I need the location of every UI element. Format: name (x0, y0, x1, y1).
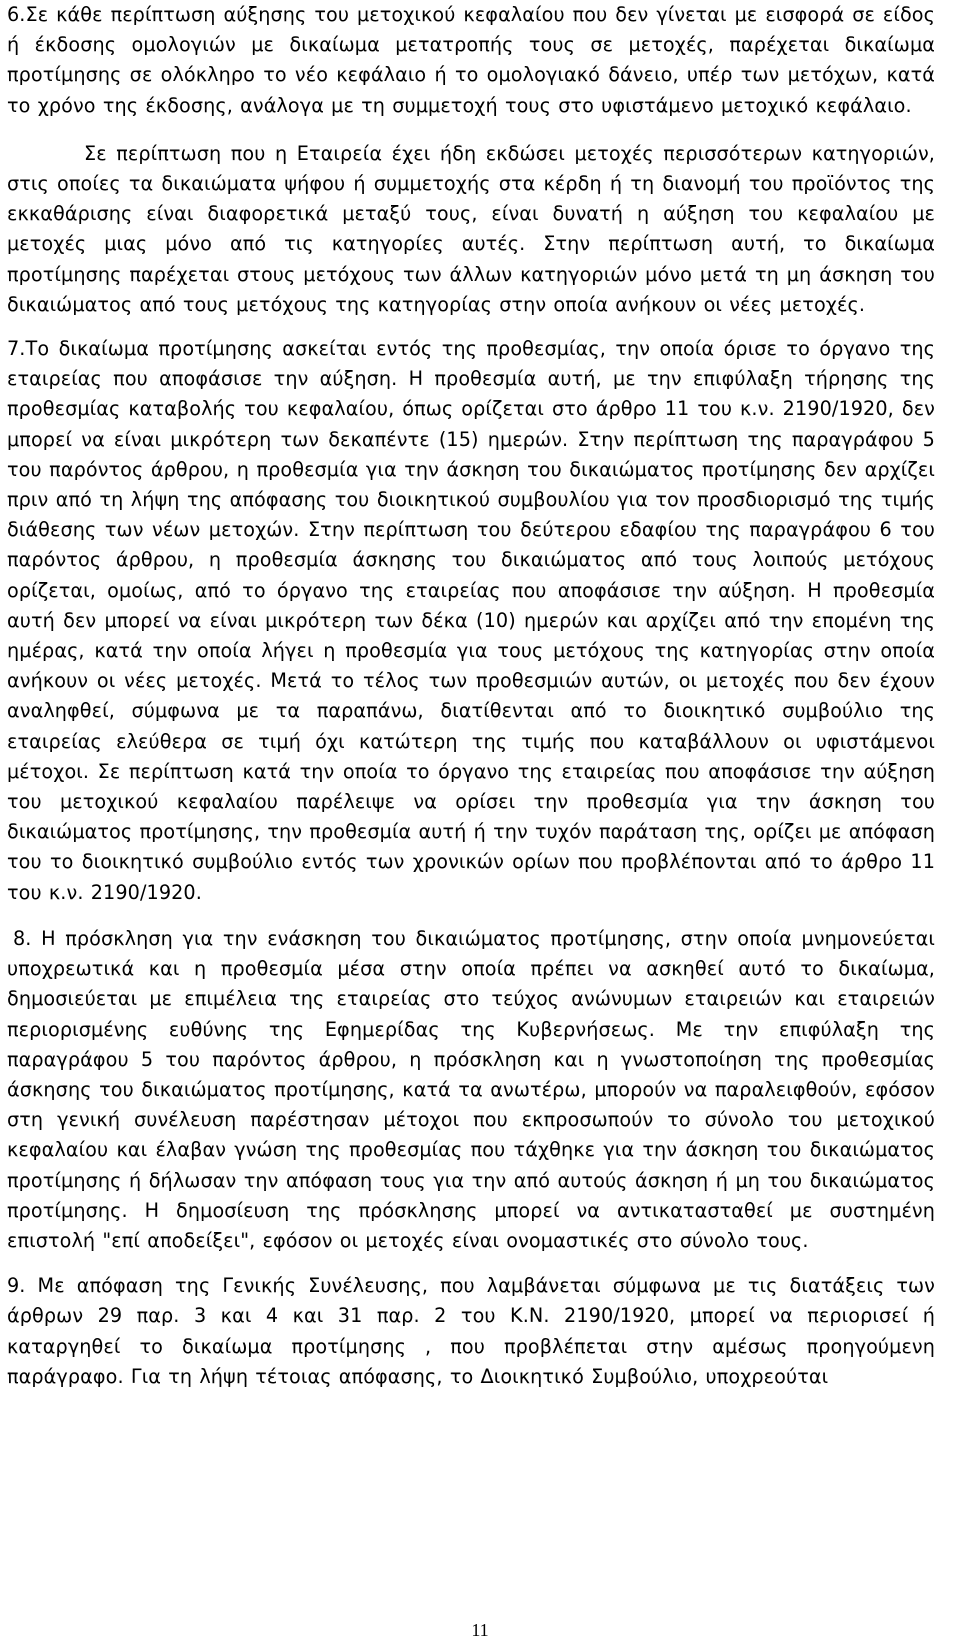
paragraph-9: 9. Με απόφαση της Γενικής Συνέλευσης, που λαμβάνεται σύμφωνα με τις διατάξεις των άρθρων 29 παρ. 3 και 4 και 31 παρ. 2 του Κ.Ν. 2190/1920, μπορεί να περιορισεί ή καταργηθεί το δικαίωμα προτίμησης , που προβλέπεται στην αμέσως προηγούμενη παράγραφο. Για τη λήψη τέτοιας απόφασης, το Διοικητικό Συμβούλιο, υποχρεούται (7, 1274, 935, 1388)
paragraph-6-second: Σε περίπτωση που η Εταιρεία έχει ήδη εκδώσει μετοχές περισσότερων κατηγοριών, στις οποίες τα δικαιώματα ψήφου ή συμμετοχής στα κέρδη ή τη διανομή του προϊόντος της εκκαθάρισης είναι διαφορετικά μεταξύ τους, είναι δυνατή η αύξηση του κεφαλαίου με μετοχές μιας μόνο από τις κατηγορίες αυτές. Στην περίπτωση αυτή, το δικαίωμα προτίμησης παρέχεται στους μετόχους των άλλων κατηγοριών μόνο μετά τη μη άσκηση του δικαιώματος από τους μετόχους της κατηγορίας στην οποία ανήκουν οι νέες μετοχές. (7, 141, 935, 316)
paragraph-6: 6.Σε κάθε περίπτωση αύξησης του μετοχικού κεφαλαίου που δεν γίνεται με εισφορά σε είδος ή έκδοσης ομολογιών με δικαίωμα μετατροπής τους σε μετοχές, παρέχεται δικαίωμα προτίμησης σε ολόκληρο το νέο κεφάλαιο ή το ομολογιακό δάνειο, υπέρ των μετόχων, κατά το χρόνο της έκδοσης, ανάλογα με τη συμμετοχή τους στο υφιστάμενο μετοχικό κεφάλαιο. (7, 3, 935, 117)
paragraph-8: 8. Η πρόσκληση για την ενάσκηση του δικαιώματος προτίμησης, στην οποία μνημονεύεται υποχρεωτικά και η προθεσμία μέσα στην οποία πρέπει να ασκηθεί αυτό το δικαίωμα, δημοσιεύεται με επιμέλεια της εταιρείας στο τεύχος ανώνυμων εταιρειών και εταιρειών περιορισμένης ευθύνης της Εφημερίδας της Κυβερνήσεως. Με την επιφύλαξη της παραγράφου 5 του παρόντος άρθρου, η πρόσκληση και η γνωστοποίηση της προθεσμίας άσκησης του δικαιώματος προτίμησης, κατά τα ανωτέρω, μπορούν να παραλειφθούν, εφόσον στη γενική συνέλευση παρέστησαν μέτοχοι που εκπροσωπούν το σύνολο του μετοχικού κεφαλαίου και έλαβαν γνώση της προθεσμίας που τάχθηκε για την άσκηση του δικαιώματος προτίμησης ή δήλωσαν την απόφαση τους για την από αυτούς άσκηση ή μη του δικαιώματος προτίμησης. Η δημοσίευση της πρόσκλησης μπορεί να αντικατασταθεί με συστημένη επιστολή "επί αποδείξει", εφόσον οι μετοχές είναι ονομαστικές στο σύνολο τους. (7, 926, 935, 1252)
document-page (7, 0, 935, 1392)
page-number: 11 (471, 1620, 489, 1640)
paragraph-7: 7.Το δικαίωμα προτίμησης ασκείται εντός της προθεσμίας, την οποία όρισε το όργανο της εταιρείας που αποφάσισε την αύξηση. Η προθεσμία αυτή, με την επιφύλαξη τήρησης της προθεσμίας καταβολής του κεφαλαίου, όπως ορίζεται στο άρθρο 11 του κ.ν. 2190/1920, δεν μπορεί να είναι μικρότερη των δεκαπέντε (15) ημερών. Στην περίπτωση της παραγράφου 5 του παρόντος άρθρου, η προθεσμία για την άσκηση του δικαιώματος προτίμησης δεν αρχίζει πριν από τη λήψη της απόφασης του διοικητικού συμβουλίου για τον προσδιορισμό της τιμής διάθεσης των νέων μετοχών. Στην περίπτωση του δεύτερου εδαφίου της παραγράφου 6 του παρόντος άρθρου, η προθεσμία άσκησης του δικαιώματος από τους λοιπούς μετόχους ορίζεται, ομοίως, από το όργανο της εταιρείας που αποφάσισε την αύξηση. Η προθεσμία αυτή δεν μπορεί να είναι μικρότερη των δέκα (10) ημερών και αρχίζει από την επομένη της ημέρας, κατά την οποία λήγει η προθεσμία για τους μετόχους της κατηγορίας στην οποία ανήκουν οι νέες μετοχές. Μετά το τέλος των προθεσμιών αυτών, οι μετοχές που δεν έχουν αναληφθεί, σύμφωνα με τα παραπάνω, διατίθενται από το διοικητικό συμβούλιο της εταιρείας ελεύθερα σε τιμή όχι κατώτερη της τιμής που καταβάλλουν οι υφιστάμενοι μέτοχοι. Σε περίπτωση κατά την οποία το όργανο της εταιρείας που αποφάσισε την αύξηση του μετοχικού κεφαλαίου παρέλειψε να ορίσει την προθεσμία για την άσκηση του δικαιώματος προτίμησης, την προθεσμία αυτή ή την τυχόν παράταση της, ορίζει με απόφαση του το διοικητικό συμβούλιο εντός των χρονικών ορίων που προβλέπονται από το άρθρο 11 του κ.ν. 2190/1920. (7, 337, 935, 904)
